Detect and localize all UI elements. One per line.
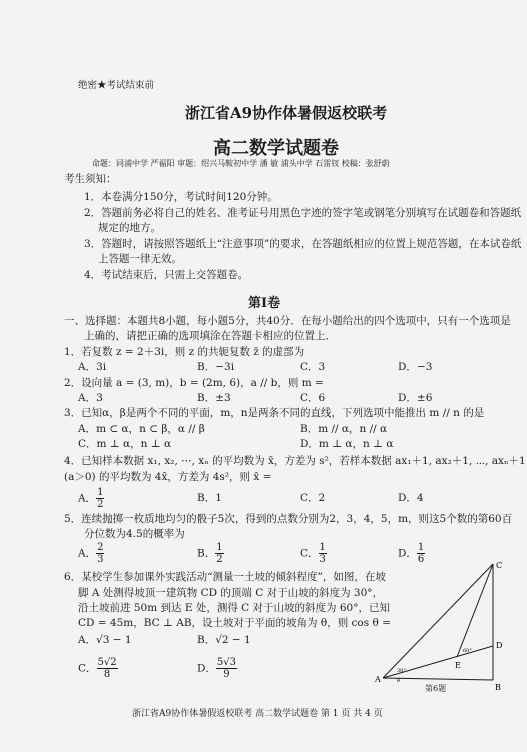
authors-line: 命题：同浦中学 严福阳 审题：绍兴马鞍初中学 潘 敏 浦头中学 石雷钗 校稿：张舒蔚	[92, 159, 390, 168]
q2-option-a: A．3	[78, 392, 103, 404]
q3-option-a: A．m ⊂ α，n ⊂ β，α // β	[78, 423, 205, 435]
q2-option-b: B．±3	[197, 392, 231, 404]
q4-option-a: A． $\frac{1}{2}$	[78, 487, 104, 510]
notice-item-2-cont: 规定的地方。	[98, 222, 161, 234]
q4-stem-cont: (a＞0) 的平均数为 4x̄，方差为 4s²，则 x̄ =	[64, 471, 272, 483]
section1-heading-cont: 上确的，请把正确的选项填涂在答题卡相应的位置上．	[84, 330, 336, 342]
figure-caption: 第6题	[425, 684, 447, 693]
q5-option-a: A． $\frac{2}{3}$	[78, 542, 104, 565]
q2-option-c: C．6	[300, 392, 326, 404]
q3-option-c: C．m ⊥ α，n ⊥ α	[78, 438, 172, 450]
notice-item-4: 4．考试结束后，只需上交答题卷。	[84, 269, 249, 281]
q3-option-b: B．m // α，n // α	[300, 423, 388, 435]
q5-option-b: B． $\frac{1}{2}$	[197, 542, 223, 565]
q4-option-c: C．2	[300, 492, 326, 504]
q4-option-b: B．1	[197, 492, 222, 504]
q2-stem: 2．设向量 a = (3, m)，b = (2m, 6)，a // b，则 m =	[64, 377, 324, 389]
q2-option-d: D．±6	[398, 392, 433, 404]
page-footer: 浙江省A9协作体暑假返校联考 高二数学试题卷 第 1 页 共 4 页	[132, 709, 383, 719]
exam-subtitle: 高二数学试题卷	[213, 138, 339, 159]
label-a: A	[375, 675, 381, 684]
q6-option-d: D． $\frac{5√3}{9}$	[197, 657, 237, 680]
label-e: E	[455, 661, 461, 670]
q6-option-b: B．√2 − 1	[197, 634, 251, 646]
label-angle-60: 60°	[463, 648, 472, 654]
q3-stem: 3．已知α，β是两个不同的平面，m，n是两条不同的直线，下列选项中能推出 m // n 的是	[64, 407, 485, 419]
q5-stem-cont: 分位数为4.5的概率为	[84, 528, 185, 540]
notice-item-1: 1．本卷满分150分，考试时间120分钟。	[84, 191, 278, 203]
notice-item-2: 2．答题前务必将自己的姓名、准考证号用黑色字迹的签字笔或钢笔分别填写在试题卷和答题纸	[84, 207, 522, 219]
q5-option-c: C． $\frac{1}{3}$	[300, 542, 326, 565]
q6-stem-line-3: 沿土坡前进 50m 到达 E 处，测得 C 对于山坡的斜度为 60°，已知	[78, 602, 390, 614]
q6-stem-line-1: 6．某校学生参加课外实践活动“测量一土坡的倾斜程度”，如图，在坡	[64, 571, 386, 583]
q6-figure	[375, 560, 515, 700]
notice-item-3-cont: 上答题一律无效。	[98, 253, 182, 265]
q6-option-a: A．√3 − 1	[78, 634, 132, 646]
q1-option-a: A．3i	[78, 361, 107, 373]
q1-option-b: B．−3i	[197, 361, 235, 373]
q1-stem: 1．若复数 z = 2＋3i，则 z 的共轭复数 z̄ 的虚部为	[64, 346, 305, 358]
notice-heading: 考生须知：	[64, 173, 117, 185]
q1-option-c: C．3	[300, 361, 326, 373]
label-b: B	[495, 683, 501, 692]
q4-stem: 4．已知样本数据 x₁, x₂, ⋯, xₙ 的平均数为 x̄，方差为 s²，若样本数据 ax₁＋1, ax₂＋1, ⋯, axₙ＋1	[64, 455, 526, 467]
section1-heading: 一、选择题：本题共8小题，每小题5分，共40分．在每小题给出的四个选项中，只有一个选项是	[64, 315, 511, 327]
q3-option-d: D．m ⊥ α，n ⊥ α	[300, 438, 394, 450]
exam-title: 浙江省A9协作体暑假返校联考	[185, 104, 388, 122]
q6-option-c: C． $\frac{5√2}{8}$	[78, 657, 117, 680]
line-ac	[383, 564, 493, 678]
secret-label: 绝密★考试结束前	[78, 80, 155, 91]
label-d: D	[496, 641, 503, 650]
line-ec	[457, 564, 493, 657]
q4-option-d: D．4	[398, 492, 424, 504]
label-angle-30: 30°	[397, 668, 406, 674]
volume-title: 第Ⅰ卷	[248, 296, 281, 311]
q6-stem-line-4: CD = 45m，BC ⊥ AB，设土坡对于平面的坡角为 θ，则 cos θ =	[78, 617, 391, 629]
label-c: C	[496, 561, 503, 570]
q1-option-d: D．−3	[398, 361, 433, 373]
label-theta: θ	[397, 678, 401, 684]
q6-stem-line-2: 脚 A 处测得坡顶一建筑物 CD 的顶端 C 对于山坡的斜度为 30°，	[78, 587, 384, 599]
notice-item-3: 3．答题时，请按照答题纸上“注意事项”的要求，在答题纸相应的位置上规范答题，在本试卷纸	[84, 238, 522, 250]
q5-stem: 5．连续抛掷一枚质地均匀的骰子5次，得到的点数分别为2，3，4，5，m，则这5个数的第60百	[64, 513, 513, 525]
q5-option-d: D． $\frac{1}{6}$	[398, 542, 425, 565]
